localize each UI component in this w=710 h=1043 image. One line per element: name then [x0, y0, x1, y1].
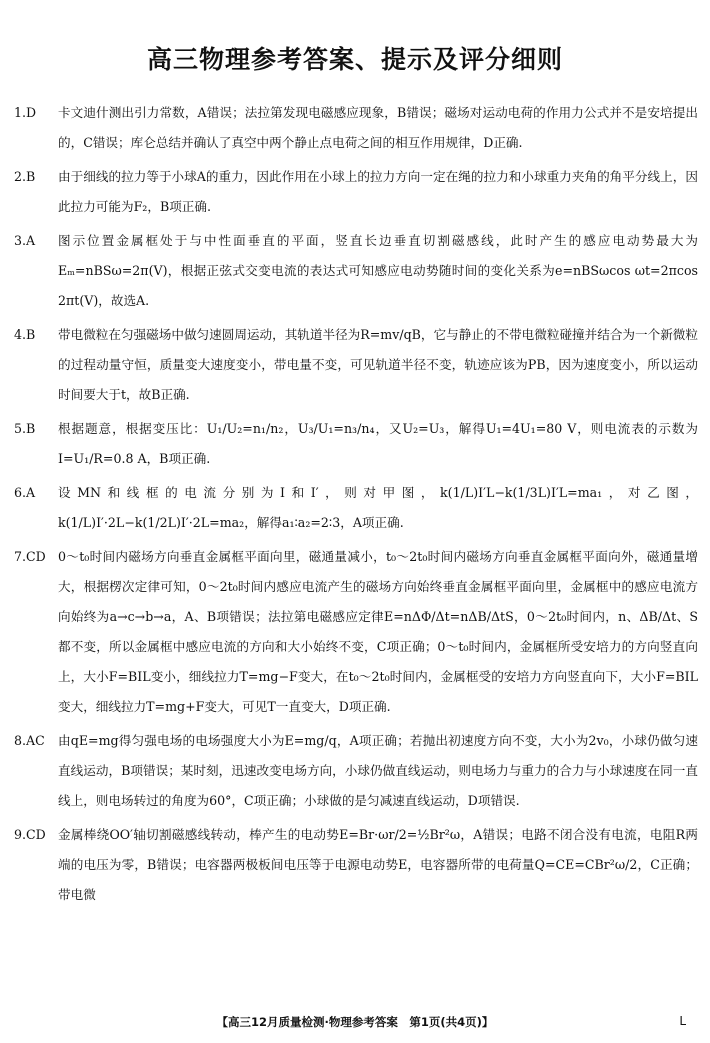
- answer-number: 2.B: [14, 169, 36, 184]
- answer-item: [14, 162, 698, 222]
- answer-text: 图示位置金属框处于与中性面垂直的平面，竖直长边垂直切割磁感线，此时产生的感应电动势最大为Eₘ=nBSω=2π(V)，根据正弦式交变电流的表达式可知感应电动势随时间的变化关系为e=nBSωcos ωt=2πcos 2πt(V)，故选A.: [58, 233, 698, 308]
- answer-item: [14, 98, 698, 158]
- answer-item: [14, 478, 698, 538]
- answer-text: 由于细线的拉力等于小球A的重力，因此作用在小球上的拉力方向一定在绳的拉力和小球重力夹角的角平分线上，因此拉力可能为F₂，B项正确.: [58, 169, 698, 214]
- answer-number: 8.AC: [14, 733, 45, 748]
- answer-number: 3.A: [14, 233, 36, 248]
- answer-text: 根据题意，根据变压比：U₁/U₂=n₁/n₂，U₃/U₁=n₃/n₄，又U₂=U₃，解得U₁=4U₁=80 V，则电流表的示数为I=U₁/R=0.8 A，B项正确.: [58, 421, 698, 466]
- answer-number: 6.A: [14, 485, 36, 500]
- answer-number: 1.D: [14, 105, 37, 120]
- answer-text: 金属棒绕OO′轴切割磁感线转动，棒产生的电动势E=Br·ωr/2=½Br²ω，A错误；电路不闭合没有电流，电阻R两端的电压为零，B错误；电容器两极板间电压等于电源电动势E，电容器所带的电荷量Q=CE=CBr²ω/2，C正确；带电微: [58, 827, 698, 902]
- answer-text: 0～t₀时间内磁场方向垂直金属框平面向里，磁通量减小，t₀～2t₀时间内磁场方向垂直金属框平面向外，磁通量增大，根据楞次定律可知，0～2t₀时间内感应电流产生的磁场方向始终垂直金属框平面向里，金属框中的感应电流方向始终为a→c→b→a，A、B项错误；法拉第电磁感应定律E=nΔΦ/Δt=nΔB/ΔtS，0～2t₀时间内，n、ΔB/Δt、S都不变，所以金属框中感应电流的方向和大小始终不变，C项正确；0～t₀时间内，金属框所受安培力的方向竖直向上，大小F=BIL变小，细线拉力T=mg−F变大，在t₀～2t₀时间内，金属框受的安培力方向竖直向下，大小F=BIL变大，细线拉力T=mg+F变大，可见T一直变大，D项正确.: [58, 549, 698, 714]
- answer-item: [14, 414, 698, 474]
- answer-number: 4.B: [14, 327, 36, 342]
- answer-number: 7.CD: [14, 549, 46, 564]
- corner-mark: L: [679, 1014, 686, 1028]
- answer-item: [14, 226, 698, 316]
- answer-text: 卡文迪什测出引力常数，A错误；法拉第发现电磁感应现象，B错误；磁场对运动电荷的作用力公式并不是安培提出的，C错误；库仑总结并确认了真空中两个静止点电荷之间的相互作用规律，D正确.: [58, 105, 698, 150]
- page-title: 高三物理参考答案、提示及评分细则: [146, 45, 563, 74]
- answer-text: 带电微粒在匀强磁场中做匀速圆周运动，其轨道半径为R=mv/qB，它与静止的不带电微粒碰撞并结合为一个新微粒的过程动量守恒，质量变大速度变小，带电量不变，可见轨道半径不变，轨迹应该为PB，因为速度变小，所以运动时间要大于t，故B正确.: [58, 327, 698, 402]
- answer-item: [14, 320, 698, 410]
- answer-item: [14, 726, 698, 816]
- answer-number: 5.B: [14, 421, 36, 436]
- answer-item: [14, 542, 698, 722]
- answer-text: 设MN和线框的电流分别为I和I′，则对甲图，k(1/L)I′L−k(1/3L)I′L=ma₁，对乙图，k(1/L)I′·2L−k(1/2L)I′·2L=ma₂，解得a₁∶a₂=2∶3，A项正确.: [58, 485, 698, 530]
- page-footer: 【高三12月质量检测·物理参考答案 第1页(共4页)】: [216, 1015, 494, 1029]
- answer-text: 由qE=mg得匀强电场的电场强度大小为E=mg/q，A项正确；若抛出初速度方向不变，大小为2v₀，小球仍做匀速直线运动，B项错误；某时刻，迅速改变电场方向，小球仍做直线运动，则电场力与重力的合力与小球速度在同一直线上，则电场转过的角度为60°，C项正确；小球做的是匀减速直线运动，D项错误.: [58, 733, 698, 808]
- answer-item: [14, 820, 698, 910]
- answer-list: [14, 98, 698, 914]
- answer-number: 9.CD: [14, 827, 46, 842]
